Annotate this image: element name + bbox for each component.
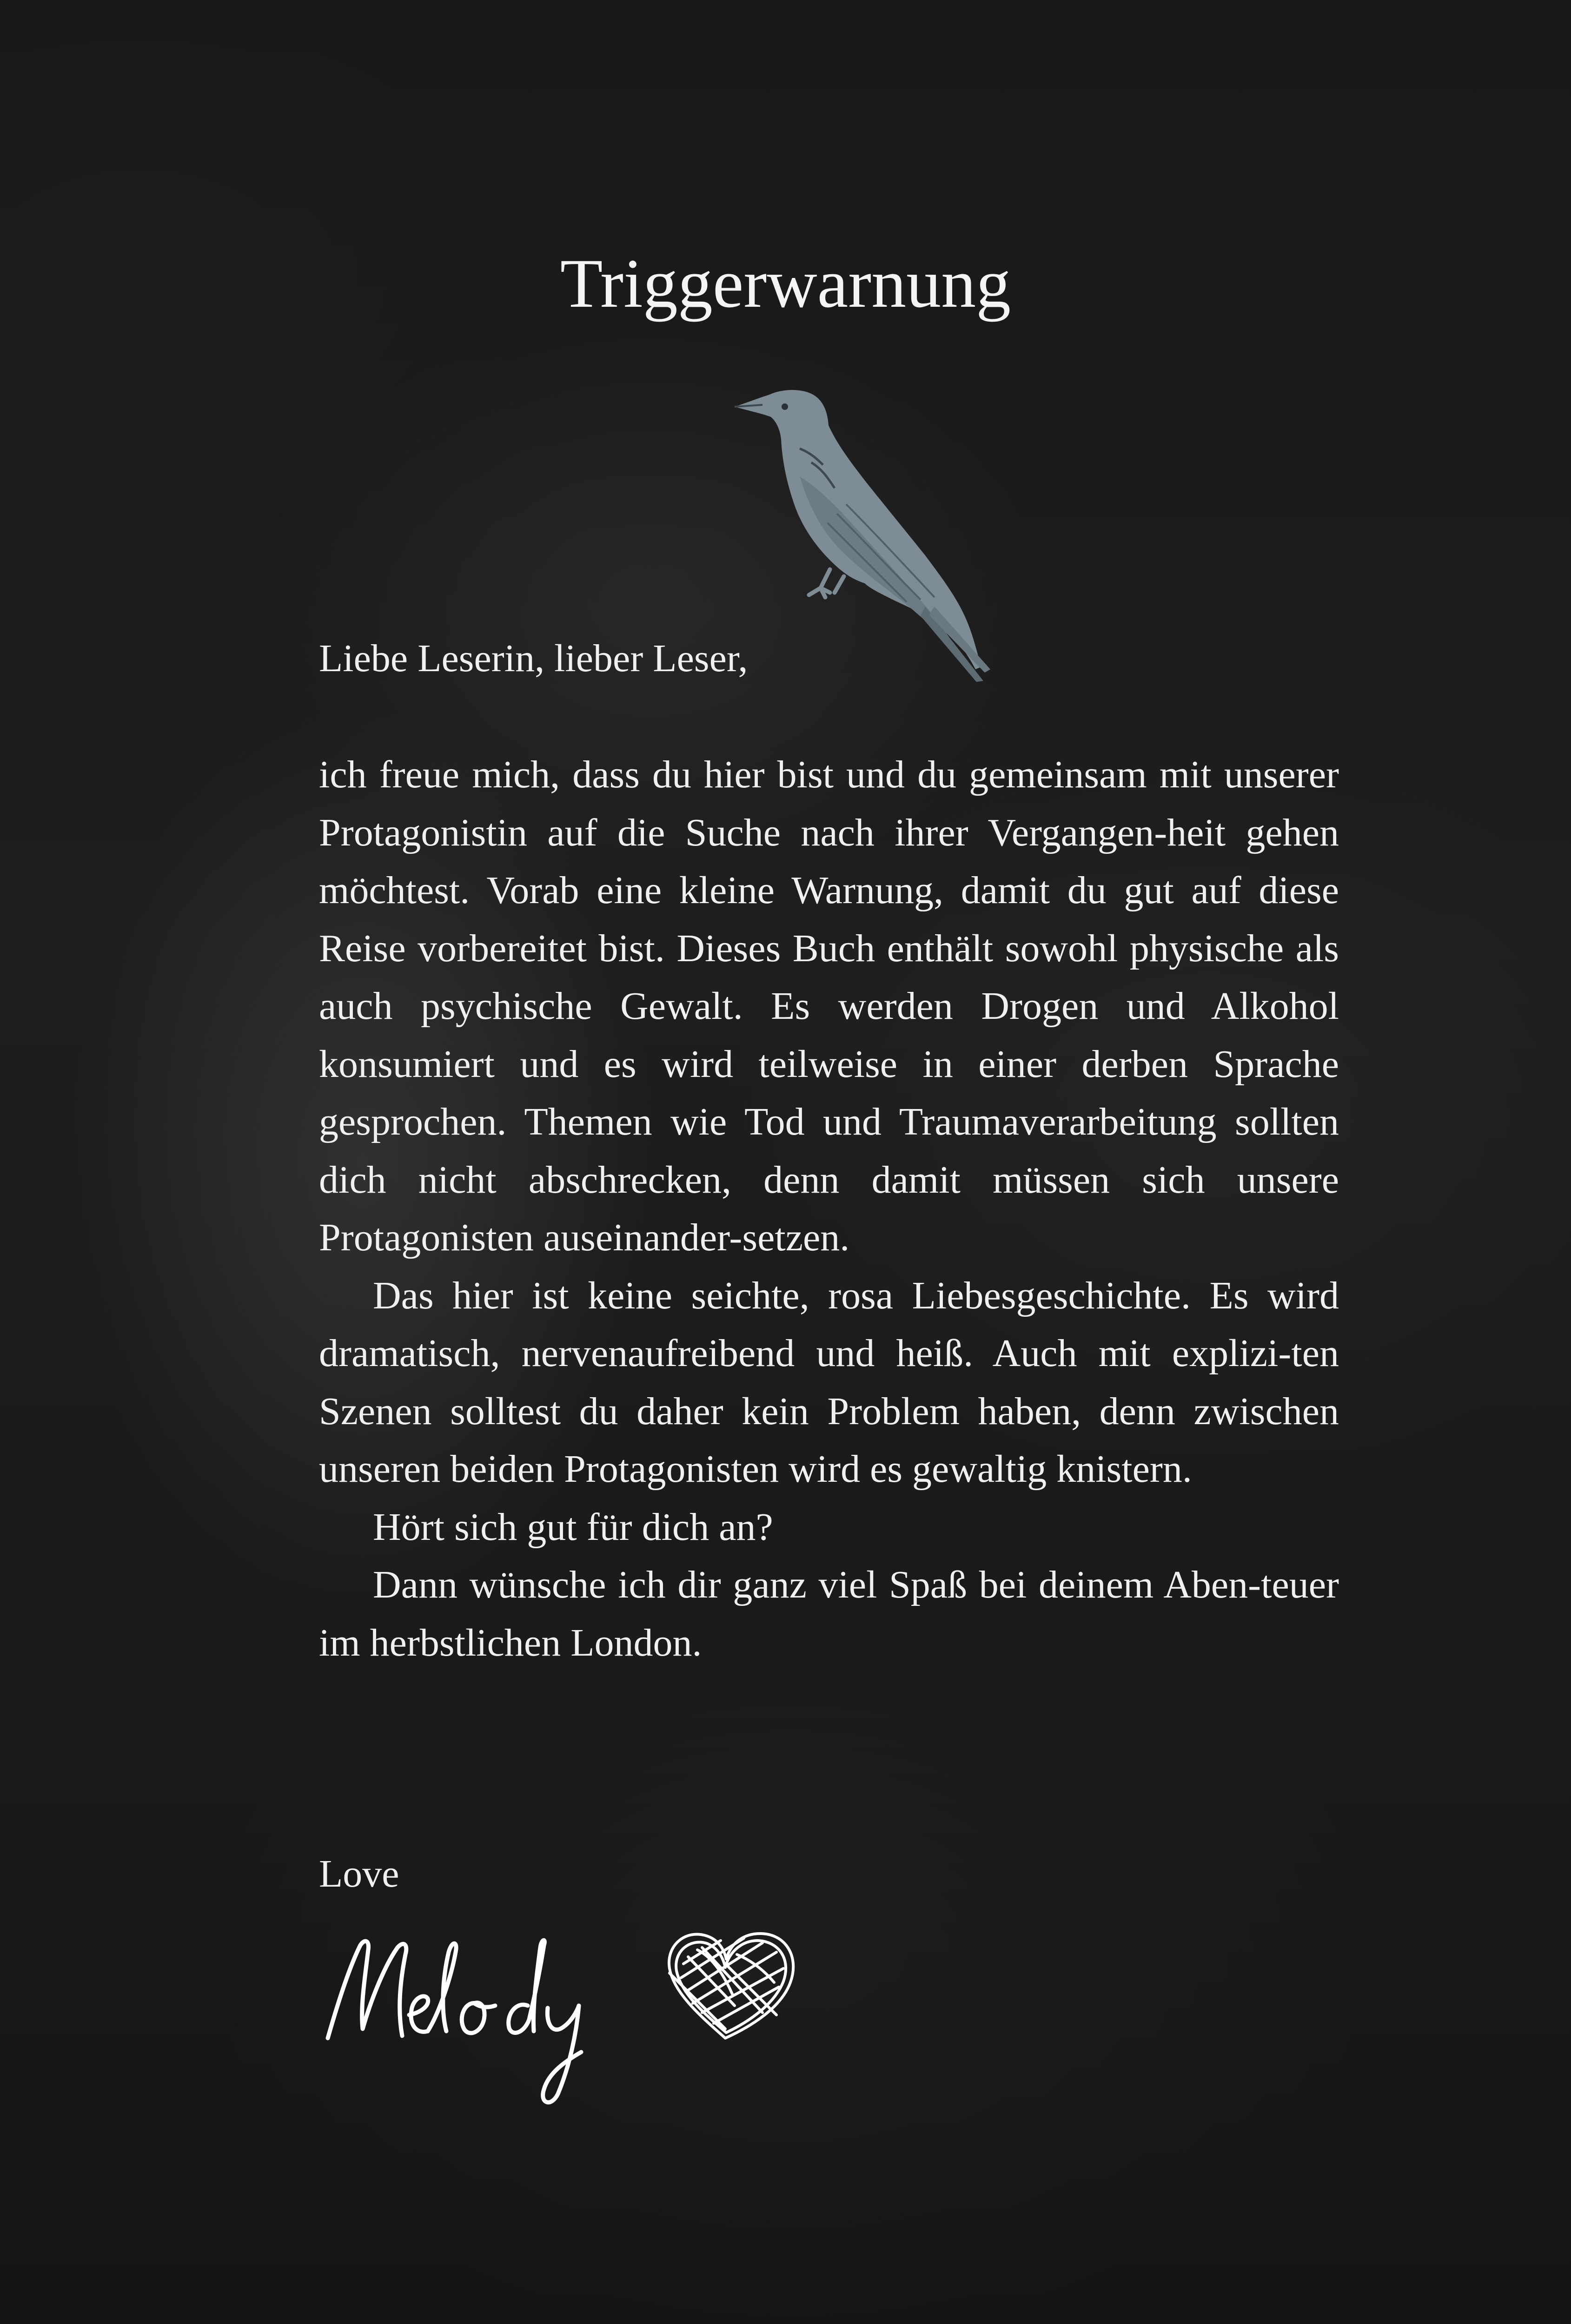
paragraph-4: Dann wünsche ich dir ganz viel Spaß bei deinem Aben-teuer im herbstlichen London. [319, 1563, 1339, 1664]
greeting: Liebe Leserin, lieber Leser, [319, 637, 748, 680]
paragraph-1: ich freue mich, dass du hier bist und du gemeinsam mit unserer Protagonistin auf die Suche nach ihrer Vergangen-heit gehen möchtest. Vorab eine kleine Warnung, damit du gut auf diese Reise vorbereitet bist. Dieses Buch enthält sowohl physische als auch psychische Gewalt. Es werden Drogen und Alkohol konsumiert und es wird teilweise in einer derben Sprache gesprochen. Themen wie Tod und Traumaverarbeitung sollten dich nicht abschrecken, denn damit müssen sich unsere Protagonisten auseinander-setzen. [319, 753, 1339, 1259]
signature [316, 1913, 846, 2108]
page-title: Triggerwarnung [560, 245, 1011, 322]
raven-icon [730, 388, 990, 686]
paragraph-3: Hört sich gut für dich an? [373, 1505, 773, 1549]
closing: Love [319, 1852, 399, 1895]
paragraph-2: Das hier ist keine seichte, rosa Liebesgeschichte. Es wird dramatisch, nervenaufreibend und heiß. Auch mit explizi-ten Szenen solltest du daher kein Problem haben, denn zwischen unseren beiden Protagonisten wird es gewaltig knistern. [319, 1274, 1339, 1491]
body-text [319, 746, 1339, 1672]
